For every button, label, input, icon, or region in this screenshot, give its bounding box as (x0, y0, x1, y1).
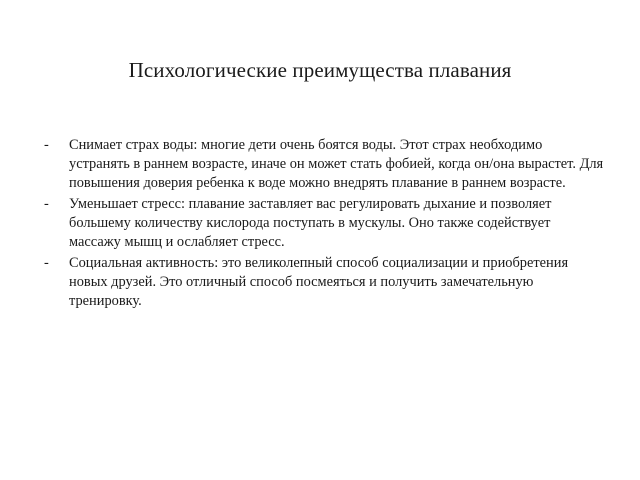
bullet-text: Социальная активность: это великолепный способ социализации и приобретения новых друзей. Это отличный способ посмеяться и получить замечательную тренировку. (69, 255, 569, 309)
bullet-text: Снимает страх воды: многие дети очень боятся воды. Этот страх необходимо устранять в раннем возрасте, иначе он может стать фобией, когда он/она вырастет. Для повышения доверия ребенка к воде можно внедрять плавание в раннем возрасте. (69, 137, 604, 191)
bullet-marker: - (44, 137, 49, 153)
bullet-marker: - (44, 196, 49, 212)
bullet-item-social-activity (44, 254, 604, 311)
bullet-item-fear-of-water (44, 136, 604, 193)
bullet-text: Уменьшает стресс: плавание заставляет вас регулировать дыхание и позволяет большему количеству кислорода поступать в мускулы. Оно также содействует массажу мышц и ослабляет стресс. (69, 196, 552, 250)
bullet-item-stress-relief (44, 195, 604, 252)
bullet-list (44, 136, 604, 313)
bullet-marker: - (44, 255, 49, 271)
slide-title: Психологические преимущества плавания (128, 58, 512, 82)
